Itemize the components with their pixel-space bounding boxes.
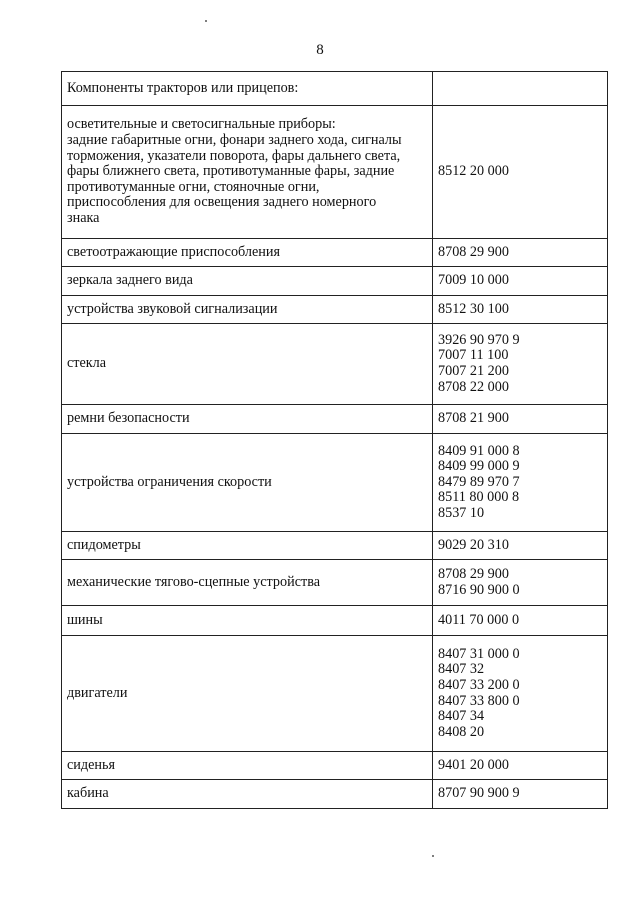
tnved-code: 8408 20 [438, 723, 485, 740]
scan-speck [432, 855, 434, 857]
component-name-cell [62, 532, 433, 560]
component-name-line: зеркала заднего вида [67, 272, 193, 289]
tnved-code-cell [433, 752, 608, 780]
component-name-line: торможения, указатели поворота, фары дальнего света, [67, 147, 401, 164]
tnved-code-cell [433, 560, 608, 606]
component-name-line: сиденья [67, 756, 115, 773]
component-name-line: светоотражающие приспособления [67, 243, 281, 260]
tnved-code: 8479 89 970 7 [438, 473, 520, 490]
tnved-code-cell [433, 780, 608, 809]
table-row [62, 267, 608, 296]
table-row [62, 606, 608, 636]
tnved-code: 7009 10 000 [438, 272, 509, 289]
tnved-code-cell [433, 267, 608, 296]
component-name-cell [62, 72, 433, 106]
table-row [62, 324, 608, 405]
component-name-cell [62, 106, 433, 239]
component-name-line: двигатели [67, 684, 128, 701]
tnved-code-cell [433, 636, 608, 752]
component-name-line: знака [67, 209, 100, 226]
table-row [62, 752, 608, 780]
tnved-code: 8407 32 [438, 661, 485, 678]
component-name-cell [62, 636, 433, 752]
table-row [62, 560, 608, 606]
tnved-code: 8407 34 [438, 708, 485, 725]
component-name-cell [62, 296, 433, 324]
component-name-line: механические тягово-сцепные устройства [67, 573, 321, 590]
component-name-cell [62, 324, 433, 405]
tnved-code: 9029 20 310 [438, 536, 509, 553]
tnved-code: 8537 10 [438, 504, 485, 521]
component-name-cell [62, 780, 433, 809]
tnved-code: 8512 30 100 [438, 300, 509, 317]
component-name-cell [62, 267, 433, 296]
tnved-code: 8716 90 900 0 [438, 581, 520, 598]
tnved-code: 4011 70 000 0 [438, 611, 520, 628]
table-row [62, 532, 608, 560]
tnved-code: 8407 33 800 0 [438, 692, 520, 709]
component-name-line: стекла [67, 355, 107, 372]
component-name-line: фары ближнего света, противотуманные фары, задние [67, 163, 395, 180]
component-name-line: Компоненты тракторов или прицепов: [67, 79, 299, 96]
component-name-cell [62, 752, 433, 780]
component-name-line: устройства ограничения скорости [67, 473, 272, 490]
table-row [62, 239, 608, 267]
component-name-line: осветительные и светосигнальные приборы: [67, 116, 336, 133]
tnved-code: 8512 20 000 [438, 163, 509, 180]
component-name-cell [62, 239, 433, 267]
tnved-code-cell [433, 434, 608, 532]
components-table [61, 71, 608, 809]
component-name-line: противотуманные огни, стояночные огни, [67, 178, 320, 195]
component-name-line: ремни безопасности [67, 410, 190, 427]
component-name-cell [62, 560, 433, 606]
tnved-code: 8409 91 000 8 [438, 442, 520, 459]
component-name-line: шины [67, 611, 103, 628]
table-body [62, 72, 608, 809]
table-row [62, 106, 608, 239]
tnved-code-cell [433, 72, 608, 106]
component-name-line: спидометры [67, 536, 141, 553]
component-name-line: устройства звуковой сигнализации [67, 300, 278, 317]
tnved-code-cell [433, 324, 608, 405]
tnved-code: 8707 90 900 9 [438, 785, 520, 802]
tnved-code: 9401 20 000 [438, 756, 509, 773]
scan-speck [205, 20, 207, 22]
tnved-code-cell [433, 239, 608, 267]
tnved-code: 7007 11 100 [438, 347, 509, 364]
table-row [62, 636, 608, 752]
tnved-code-cell [433, 532, 608, 560]
table-row [62, 434, 608, 532]
component-name-line: кабина [67, 785, 109, 802]
tnved-code-cell [433, 106, 608, 239]
component-name-cell [62, 606, 433, 636]
table-row [62, 405, 608, 434]
component-name-line: приспособления для освещения заднего номерного [67, 194, 377, 211]
tnved-code: 8511 80 000 8 [438, 489, 520, 506]
tnved-code: 7007 21 200 [438, 363, 509, 379]
table-row [62, 296, 608, 324]
tnved-code: 8708 29 900 [438, 565, 509, 582]
tnved-code: 8407 33 200 0 [438, 676, 520, 693]
tnved-code: 8708 21 900 [438, 410, 509, 427]
table-row [62, 780, 608, 809]
tnved-code: 8708 22 000 [438, 378, 509, 395]
tnved-code-cell [433, 606, 608, 636]
page-number: 8 [316, 42, 324, 58]
tnved-code: 8409 99 000 9 [438, 458, 520, 475]
tnved-code: 8708 29 900 [438, 243, 509, 260]
component-name-line: задние габаритные огни, фонари заднего хода, сигналы [67, 132, 402, 149]
tnved-code-cell [433, 405, 608, 434]
tnved-code: 3926 90 970 9 [438, 331, 520, 348]
component-name-cell [62, 405, 433, 434]
tnved-code: 8407 31 000 0 [438, 645, 520, 662]
table-row [62, 72, 608, 106]
tnved-code-cell [433, 296, 608, 324]
component-name-cell [62, 434, 433, 532]
